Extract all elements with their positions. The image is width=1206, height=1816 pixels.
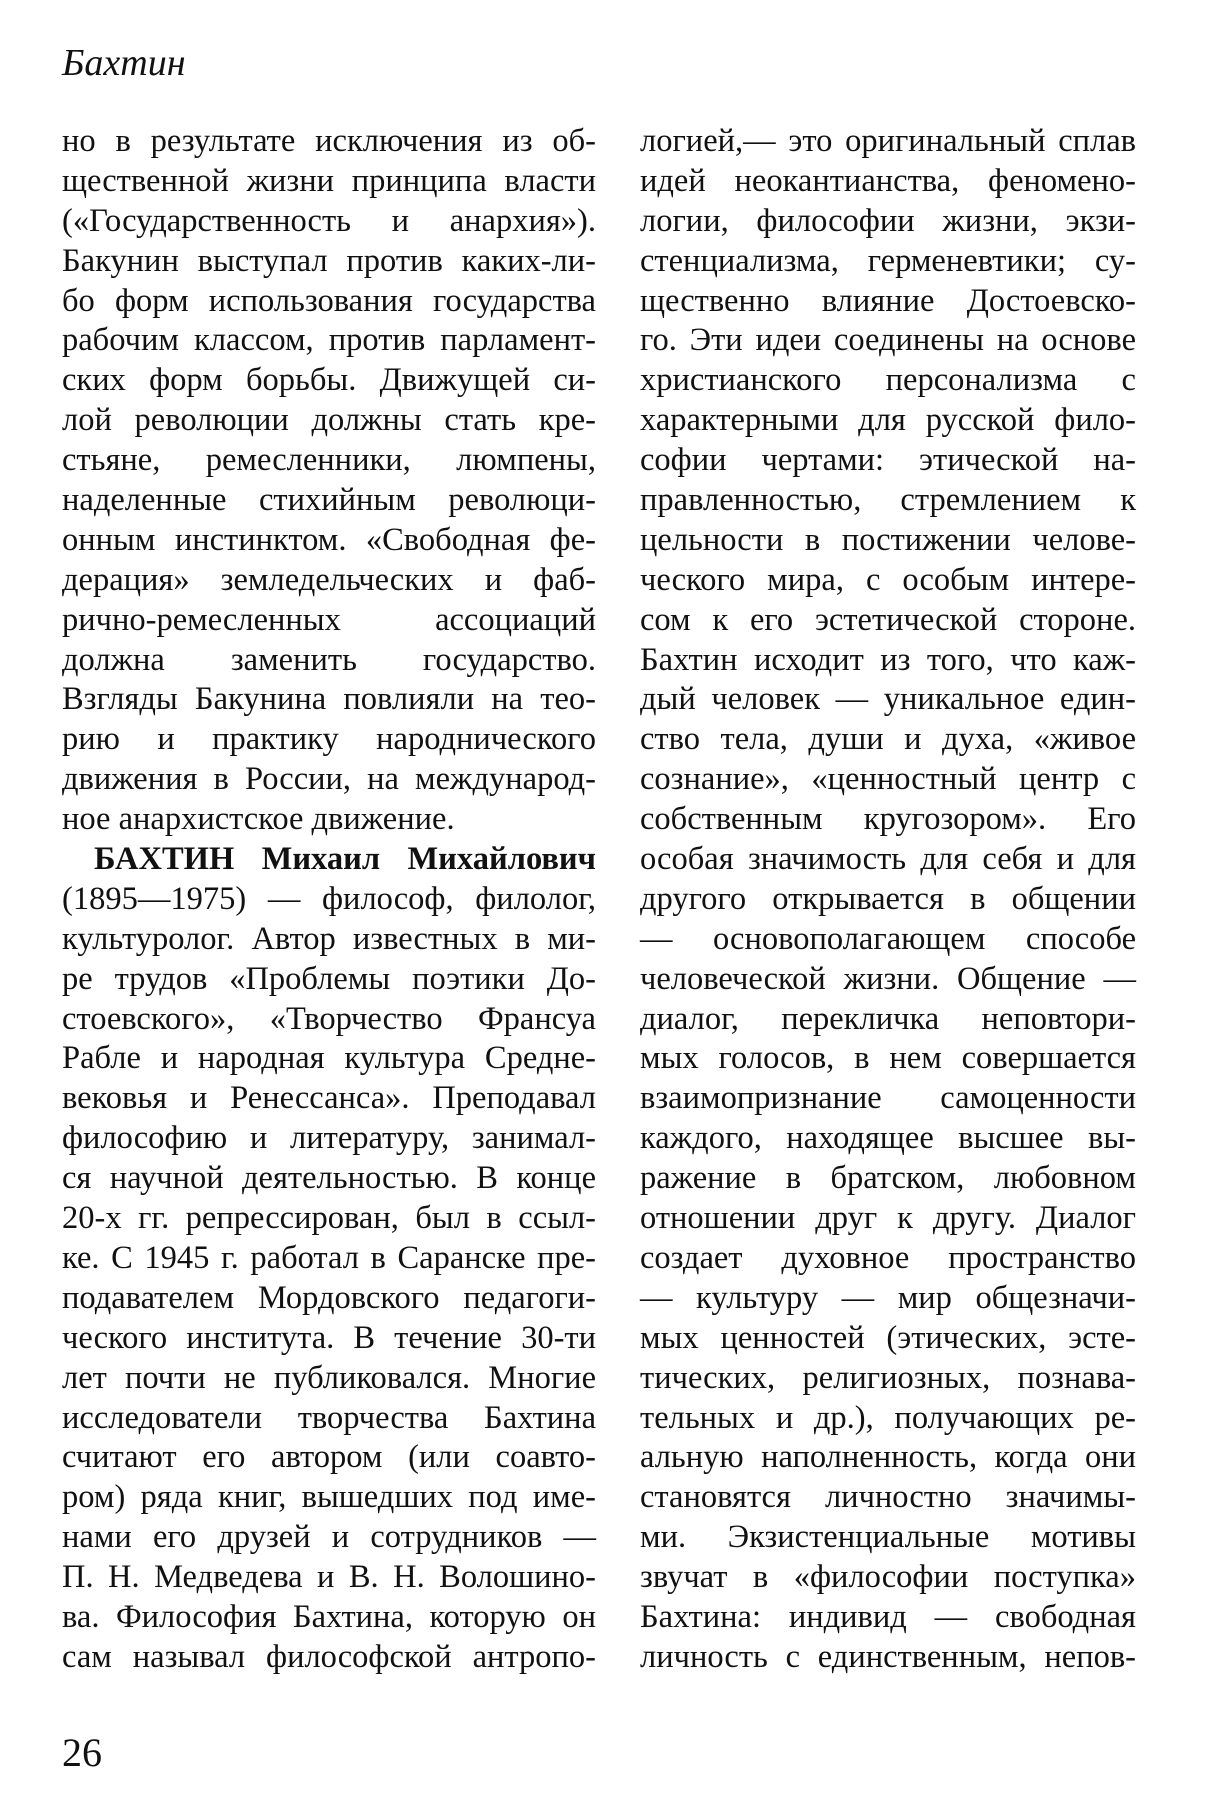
text-line: Рабле и народная культура Средне- [62, 1040, 596, 1077]
text-line: наделенные стихийным революци- [62, 482, 596, 519]
text-line: ся научной деятельностью. В конце [62, 1160, 596, 1197]
page-number: 26 [62, 1730, 102, 1775]
text-line: логии, философии жизни, экзи- [640, 202, 1136, 239]
text-line: взаимопризнание самоценности [640, 1080, 1136, 1117]
text-line: ром) ряда книг, вышедших под име- [62, 1479, 596, 1516]
text-line: — культуру — мир общезначи- [640, 1279, 1136, 1316]
text-line: диалог, перекличка неповтори- [640, 1000, 1136, 1037]
text-line: идей неокантианства, феномено- [640, 162, 1136, 199]
text-line: ческого института. В течение 30-ти [62, 1319, 596, 1356]
text-line: рию и практику народнического [62, 721, 596, 758]
text-line: сознание», «ценностный центр с [640, 761, 1136, 798]
left-column [62, 122, 596, 1678]
text-line: щественно влияние Достоевско- [640, 282, 1136, 319]
running-head: Бахтин [62, 42, 186, 84]
text-line: ре трудов «Проблемы поэтики До- [62, 960, 596, 997]
text-line: звучат в «философии поступка» [640, 1559, 1136, 1596]
text-line: создает духовное пространство [640, 1239, 1136, 1276]
text-line: Бакунин выступал против каких-ли- [62, 242, 596, 279]
text-line: Взгляды Бакунина повлияли на тео- [62, 681, 596, 718]
text-line: отношении друг к другу. Диалог [640, 1200, 1136, 1237]
text-line: вековья и Ренессанса». Преподавал [62, 1080, 596, 1117]
text-line: сам называл философской антропо- [62, 1638, 596, 1675]
text-line: рабочим классом, против парламент- [62, 322, 596, 359]
text-line: должна заменить государство. [62, 641, 596, 678]
text-line: тельных и др.), получающих ре- [640, 1399, 1136, 1436]
text-line: ке. С 1945 г. работал в Саранске пре- [62, 1239, 596, 1276]
text-line: альную наполненность, когда они [640, 1439, 1136, 1476]
text-line: софии чертами: этической на- [640, 442, 1136, 479]
text-line: становятся личностно значимы- [640, 1479, 1136, 1516]
text-line: («Государственность и анархия»). [62, 202, 596, 239]
text-line: стоевского», «Творчество Франсуа [62, 1000, 596, 1037]
text-line: ное анархистское движение. [62, 801, 455, 838]
text-line: Бахтина: индивид — свободная [640, 1598, 1136, 1635]
text-line: собственным кругозором». Его [640, 801, 1136, 838]
text-line: онным инстинктом. «Свободная фе- [62, 521, 596, 558]
entry-headword: БАХТИН Михаил Михайлович [94, 841, 596, 878]
text-line: дый человек — уникальное един- [640, 681, 1136, 718]
text-line: 20-х гг. репрессирован, был в ссыл- [62, 1200, 596, 1237]
text-line: лет почти не публиковался. Многие [62, 1359, 596, 1396]
text-line: стьяне, ремесленники, люмпены, [62, 442, 596, 479]
text-line: каждого, находящее высшее вы- [640, 1120, 1136, 1157]
text-line: дерация» земледельческих и фаб- [62, 561, 596, 598]
text-line: подавателем Мордовского педагоги- [62, 1279, 596, 1316]
text-line: мых голосов, в нем совершается [640, 1040, 1136, 1077]
text-line: ми. Экзистенциальные мотивы [640, 1519, 1136, 1556]
text-line: — основополагающем способе [640, 920, 1136, 957]
text-line: го. Эти идеи соединены на основе [640, 322, 1136, 359]
text-line: П. Н. Медведева и В. Н. Волошино- [62, 1559, 596, 1596]
text-line: движения в России, на международ- [62, 761, 596, 798]
text-line: ство тела, души и духа, «живое [640, 721, 1136, 758]
text-line: нами его друзей и сотрудников — [62, 1519, 596, 1556]
text-line: мых ценностей (этических, эсте- [640, 1319, 1136, 1356]
text-line: стенциализма, герменевтики; су- [640, 242, 1136, 279]
text-line: ражение в братском, любовном [640, 1160, 1136, 1197]
text-line: ва. Философия Бахтина, которую он [62, 1598, 596, 1635]
text-line: личность с единственным, непов- [640, 1638, 1136, 1675]
text-line: ческого мира, с особым интере- [640, 561, 1136, 598]
text-line: (1895—1975) — философ, филолог, [62, 880, 596, 917]
text-line: сом к его эстетической стороне. [640, 601, 1136, 638]
text-line: ских форм борьбы. Движущей си- [62, 362, 596, 399]
text-line: культуролог. Автор известных в ми- [62, 920, 596, 957]
text-line: тических, религиозных, познава- [640, 1359, 1136, 1396]
text-line: но в результате исключения из об- [62, 123, 596, 159]
text-line: считают его автором (или соавто- [62, 1439, 596, 1476]
text-line: исследователи творчества Бахтина [62, 1399, 596, 1436]
text-line: философию и литературу, занимал- [62, 1120, 596, 1157]
text-line: человеческой жизни. Общение — [640, 960, 1136, 997]
text-line: рично-ремесленных ассоциаций [62, 601, 596, 638]
text-line: щественной жизни принципа власти [62, 162, 596, 199]
text-line: христианского персонализма с [640, 362, 1136, 399]
text-line: лой революции должны стать кре- [62, 402, 596, 439]
text-line: бо форм использования государства [62, 282, 596, 319]
text-line: Бахтин исходит из того, что каж- [640, 641, 1136, 678]
text-line: характерными для русской фило- [640, 402, 1136, 439]
text-line: цельности в постижении челове- [640, 521, 1136, 558]
text-line: логией,— это оригинальный сплав [640, 123, 1136, 159]
right-column [640, 122, 1136, 1678]
text-line: правленностью, стремлением к [640, 482, 1136, 519]
text-line: особая значимость для себя и для [640, 841, 1136, 878]
text-line: другого открывается в общении [640, 880, 1136, 917]
